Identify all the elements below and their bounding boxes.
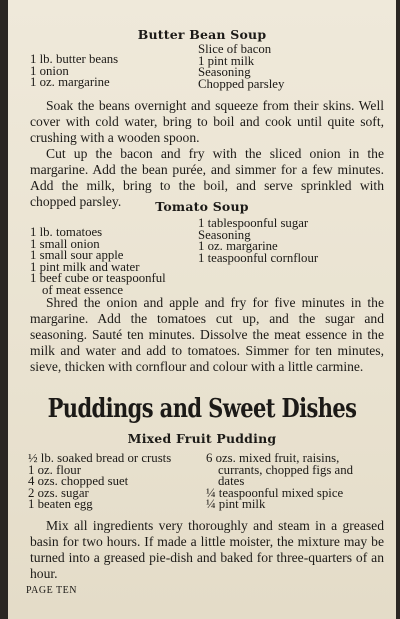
ingredient: of meat essence	[42, 282, 124, 297]
ingredient: 1 pint milk	[198, 53, 255, 68]
ingredient: 1 pint milk and water	[30, 259, 140, 274]
method-paragraph: Cut up the bacon and fry with the sliced onion in the margarine. Add the bean purée, and simmer for a few minutes. Add the milk, bring to the boil, and serve sprinkled with chopped parsley.	[30, 146, 384, 209]
ingredient: currants, chopped figs and	[218, 462, 354, 477]
recipe-title-mixed-fruit-pudding: Mixed Fruit Pudding	[127, 431, 277, 446]
ingredient: dates	[218, 474, 245, 488]
ingredient: 1 small onion	[30, 236, 100, 251]
ingredient: 1 oz. flour	[28, 462, 81, 477]
ingredient: 1 lb. butter beans	[30, 52, 119, 66]
section-heading: Puddings and Sweet Dishes	[47, 392, 357, 424]
ingredient: ¼ pint milk	[206, 497, 266, 511]
ingredient: ½ lb. soaked bread or crusts	[28, 451, 172, 465]
ingredient: Seasoning	[198, 227, 251, 242]
ingredient: 6 ozs. mixed fruit, raisins,	[206, 451, 340, 465]
ingredient: Seasoning	[198, 65, 251, 79]
ingredient: 1 beaten egg	[28, 497, 93, 511]
ingredients-left-butter-bean	[30, 54, 118, 89]
ingredient: 1 oz. margarine	[30, 75, 110, 89]
ingredient: 1 tablespoonful sugar	[198, 216, 309, 230]
ingredient: Slice of bacon	[198, 42, 272, 56]
ingredients-left-pudding	[28, 453, 171, 511]
ingredient: 1 teaspoonful cornflour	[198, 250, 319, 265]
ingredient: 1 small sour apple	[30, 248, 124, 262]
recipe-title-butter-bean-soup: Butter Bean Soup	[137, 27, 267, 42]
ingredient: 4 ozs. chopped suet	[28, 474, 129, 488]
recipe-title-tomato-soup: Tomato Soup	[155, 199, 249, 214]
ingredient: 1 lb. tomatoes	[30, 225, 103, 239]
ingredient: 1 beef cube or teaspoonful	[30, 271, 166, 285]
page-number-label: PAGE TEN	[26, 585, 77, 596]
method-paragraph: Shred the onion and apple and fry for five minutes in the margarine. Add the tomatoes cut up, and the sugar and seasoning. Sauté ten minutes. Dissolve the meat essence in the milk and water and add to tomatoes. Simmer for ten minutes, sieve, thicken with cornflour and colour with a little carmine.	[30, 295, 384, 374]
ingredients-right-tomato	[198, 218, 318, 264]
cookbook-page	[8, 0, 396, 619]
ingredient: Chopped parsley	[198, 76, 285, 91]
ingredients-right-butter-bean	[198, 44, 284, 90]
ingredient: 2 ozs. sugar	[28, 485, 89, 500]
method-paragraph: Soak the beans overnight and squeeze from their skins. Well cover with cold water, bring to boil and cook until quite soft, crushing with a wooden spoon.	[30, 98, 384, 145]
ingredients-left-tomato	[30, 227, 166, 296]
ingredient: 1 onion	[30, 63, 69, 78]
method-paragraph: Mix all ingredients very thoroughly and steam in a greased basin for two hours. If made a little moister, the mixture may be turned into a greased pie-dish and baked for three-quarters of an hour.	[30, 518, 384, 581]
ingredients-right-pudding	[206, 453, 353, 511]
ingredient: ¼ teaspoonful mixed spice	[206, 485, 344, 500]
ingredient: 1 oz. margarine	[198, 239, 278, 253]
